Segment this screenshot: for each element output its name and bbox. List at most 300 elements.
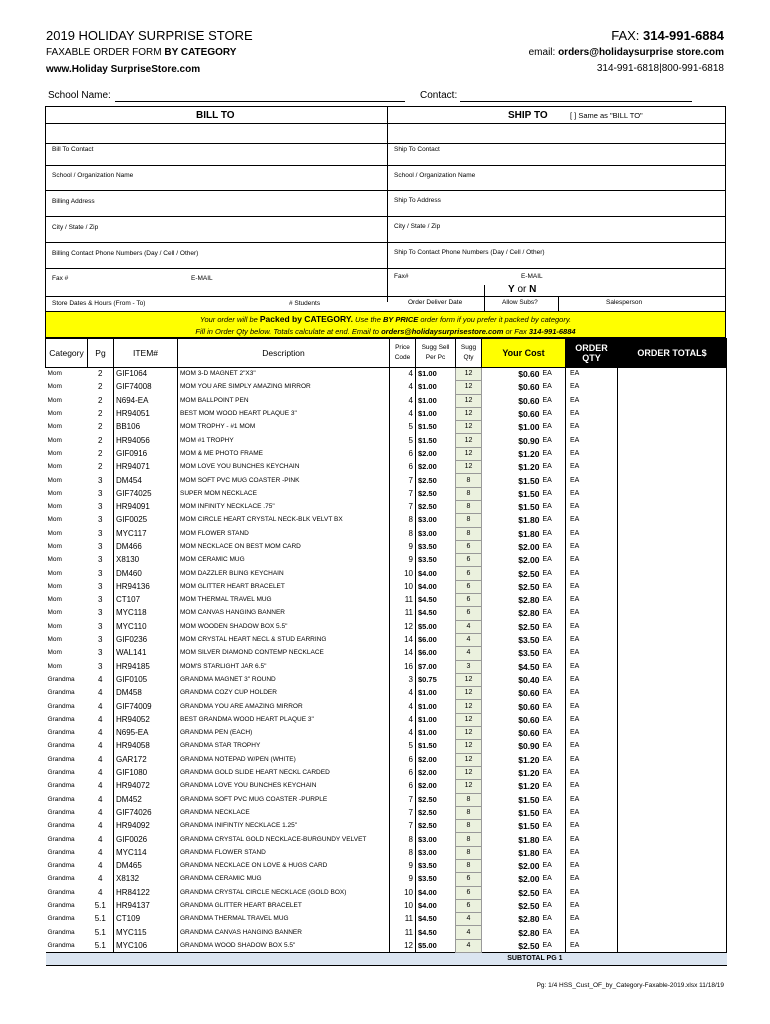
price-code-cell: 8 [408,528,413,538]
sugg-qty-cell: 6 [456,886,482,899]
order-qty-cell[interactable]: EA [566,700,618,713]
table-row [46,753,727,766]
price-code-cell: 7 [408,807,413,817]
sugg-sell-cell: $7.00 [416,660,456,673]
page-cell: 5.1 [94,940,106,950]
description-cell: GRANDMA COZY CUP HOLDER [178,687,390,700]
email-label: email: [528,47,559,58]
category-cell: Grandma [47,689,75,697]
notice-text: or Fax [503,327,529,336]
order-total-cell [618,687,727,700]
sugg-sell-cell: $3.00 [416,833,456,846]
salesperson-label[interactable]: Salesperson [606,299,643,306]
description-cell: GRANDMA WOOD SHADOW BOX 5.5" [178,939,390,952]
your-cost-cell: $1.50 [518,488,540,499]
sugg-sell-cell: $3.00 [416,527,456,540]
sugg-qty-cell: 12 [456,700,482,713]
description-cell: MOM CANVAS HANGING BANNER [178,607,390,620]
order-qty-cell[interactable]: EA [566,687,618,700]
order-qty-cell[interactable]: EA [566,487,618,500]
contact-field[interactable] [460,101,692,102]
page-cell: 4 [98,728,103,738]
sugg-sell-cell: $1.00 [416,700,456,713]
price-code-cell: 11 [404,595,413,605]
email-address[interactable]: orders@holidaysurprise store.com [558,47,724,58]
ship-email-field-label[interactable]: E-MAIL [521,273,543,280]
your-cost-cell: $1.50 [518,794,540,805]
order-qty-cell[interactable]: EA [566,567,618,580]
notice-text: Your order will be [199,315,260,324]
order-qty-cell[interactable]: EA [566,607,618,620]
category-cell: Grandma [47,729,75,737]
order-qty-cell[interactable]: EA [566,540,618,553]
page-cell: 4 [98,834,103,844]
sugg-qty-cell: 12 [456,447,482,460]
unit-cell: EA [542,822,552,830]
ship-city-label[interactable]: City / State / Zip [394,223,441,230]
order-qty-cell[interactable]: EA [566,368,618,381]
your-cost-cell: $3.50 [518,648,540,659]
page-cell: 2 [98,409,103,419]
sugg-sell-cell: $4.50 [416,607,456,620]
sugg-sell-cell: $1.00 [416,381,456,394]
bill-school-label[interactable]: School / Organization Name [52,172,134,179]
ship-phone-label[interactable]: Ship To Contact Phone Numbers (Day / Cell / Other) [394,249,545,256]
order-qty-cell[interactable]: EA [566,713,618,726]
item-number-cell: GIF1080 [114,766,178,779]
item-number-cell: HR94092 [114,820,178,833]
page-cell: 4 [98,807,103,817]
your-cost-cell: $0.60 [518,688,540,699]
category-cell: Grandma [47,782,75,790]
description-cell: MOM 3-D MAGNET 2"X3" [178,368,390,381]
sugg-qty-cell: 12 [456,407,482,420]
price-code-cell: 11 [404,914,413,924]
order-total-cell [618,447,727,460]
your-cost-cell: $2.80 [518,914,540,925]
unit-cell: EA [542,370,552,378]
table-row [46,461,727,474]
order-qty-cell[interactable]: EA [566,620,618,633]
price-code-cell: 5 [408,435,413,445]
category-cell: Grandma [47,941,75,949]
order-total-cell [618,394,727,407]
order-total-cell [618,580,727,593]
table-header-row [46,339,727,368]
order-qty-cell[interactable]: EA [566,381,618,394]
order-qty-cell[interactable]: EA [566,394,618,407]
category-cell: Grandma [47,755,75,763]
page-cell: 4 [98,794,103,804]
sugg-sell-cell: $3.50 [416,540,456,553]
your-cost-cell: $2.50 [518,621,540,632]
item-number-cell: GIF74025 [114,487,178,500]
order-qty-cell[interactable]: EA [566,899,618,912]
order-qty-cell[interactable]: EA [566,461,618,474]
page-cell: 3 [98,475,103,485]
order-qty-cell[interactable]: EA [566,500,618,513]
item-number-cell: DM466 [114,540,178,553]
ship-school-label[interactable]: School / Organization Name [394,172,476,179]
store-dates-label[interactable]: Store Dates & Hours (From - To) [52,300,146,307]
table-row [46,554,727,567]
page-cell: 2 [98,422,103,432]
sugg-qty-cell: 3 [456,660,482,673]
category-cell: Mom [47,410,62,418]
your-cost-cell: $0.90 [518,741,540,752]
sugg-sell-line-2: Per Pc [425,354,446,361]
table-row [46,514,727,527]
order-qty-cell[interactable]: EA [566,421,618,434]
table-row [46,687,727,700]
description-cell: BEST MOM WOOD HEART PLAQUE 3" [178,407,390,420]
sugg-qty-cell: 12 [456,434,482,447]
category-cell: Mom [47,463,62,471]
sugg-sell-cell: $1.00 [416,407,456,420]
unit-cell: EA [542,543,552,550]
bill-to-heading: BILL TO [196,110,235,121]
category-cell: Grandma [47,848,75,856]
fax-line [611,28,724,43]
description-cell: GRANDMA FLOWER STAND [178,846,390,859]
page-cell: 4 [98,688,103,698]
unit-cell: EA [542,449,552,457]
page-cell: 3 [98,661,103,671]
your-cost-cell: $1.50 [518,475,540,486]
sugg-qty-cell: 6 [456,873,482,886]
unit-cell: EA [542,769,552,777]
item-number-cell: HR84122 [114,886,178,899]
sugg-qty-cell: 12 [456,461,482,474]
order-qty-cell[interactable]: EA [566,846,618,859]
order-qty-line-1: ORDER [575,343,608,353]
table-row [46,740,727,753]
page-cell: 3 [98,621,103,631]
page-cell: 4 [98,741,103,751]
item-number-cell: X8130 [114,554,178,567]
order-qty-cell[interactable]: EA [566,820,618,833]
description-cell: GRANDMA GOLD SLIDE HEART NECKL CARDED [178,766,390,779]
yes-option[interactable]: Y [508,284,515,295]
sugg-qty-cell: 12 [456,780,482,793]
category-cell: Mom [47,423,62,431]
ship-fax-field-label[interactable]: Fax# [394,273,409,280]
table-row [46,806,727,819]
order-total-cell [618,620,727,633]
website[interactable]: www.Holiday SurpriseStore.com [46,64,201,75]
billing-address-label[interactable]: Billing Address [52,198,95,205]
sugg-qty-cell: 12 [456,421,482,434]
allow-subs-yes-no[interactable] [508,284,536,295]
order-qty-cell[interactable]: EA [566,647,618,660]
order-qty-cell[interactable]: EA [566,474,618,487]
price-code-cell: 7 [408,488,413,498]
order-qty-cell[interactable]: EA [566,447,618,460]
unit-cell: EA [542,649,552,657]
category-cell: Grandma [47,915,75,923]
your-cost-cell: $0.40 [518,674,540,685]
sugg-sell-cell: $6.00 [416,633,456,646]
no-option[interactable]: N [529,284,537,295]
item-header: ITEM# [114,339,178,368]
category-cell: Mom [47,622,62,630]
price-code-cell: 9 [408,555,413,565]
item-number-cell: MYC106 [114,939,178,952]
order-qty-cell[interactable]: EA [566,780,618,793]
order-qty-cell[interactable]: EA [566,594,618,607]
page-cell: 3 [98,488,103,498]
pg-header: Pg [88,339,114,368]
description-cell: GRANDMA CANVAS HANGING BANNER [178,926,390,939]
item-number-cell: CT107 [114,594,178,607]
description-cell: GRANDMA MAGNET 3" ROUND [178,673,390,686]
order-total-cell [618,859,727,872]
your-cost-cell: $1.80 [518,515,540,526]
description-cell: MOM THERMAL TRAVEL MUG [178,594,390,607]
sugg-qty-cell: 8 [456,474,482,487]
sugg-sell-cell: $2.50 [416,793,456,806]
category-header: Category [46,339,88,368]
price-code-cell: 7 [408,475,413,485]
order-qty-cell[interactable]: EA [566,554,618,567]
bill-city-label[interactable]: City / State / Zip [52,224,99,231]
item-number-cell: GIF74008 [114,381,178,394]
sugg-sell-cell: $4.00 [416,580,456,593]
item-number-cell: GIF0236 [114,633,178,646]
order-qty-cell[interactable]: EA [566,673,618,686]
table-row [46,647,727,660]
table-row [46,820,727,833]
your-cost-cell: $2.00 [518,874,540,885]
sugg-qty-cell: 12 [456,673,482,686]
table-row [46,833,727,846]
order-qty-cell[interactable]: EA [566,926,618,939]
description-cell: MOM WOODEN SHADOW BOX 5.5" [178,620,390,633]
item-number-cell: HR94136 [114,580,178,593]
notice-text: Use the [352,315,383,324]
category-cell: Grandma [47,875,75,883]
order-qty-cell[interactable]: EA [566,859,618,872]
order-qty-cell[interactable]: EA [566,633,618,646]
same-as-bill-checkbox[interactable]: [ ] Same as "BILL TO" [570,111,643,120]
unit-cell: EA [542,848,552,856]
unit-cell: EA [542,715,552,723]
price-code-cell: 4 [408,382,413,392]
item-number-cell: HR94058 [114,740,178,753]
order-qty-header [566,339,618,368]
page-cell: 3 [98,635,103,645]
item-number-cell: MYC115 [114,926,178,939]
table-row [46,780,727,793]
order-qty-cell[interactable]: EA [566,580,618,593]
order-qty-cell[interactable]: EA [566,913,618,926]
item-number-cell: WAL141 [114,647,178,660]
description-cell: MOM NECKLACE ON BEST MOM CARD [178,540,390,553]
sugg-qty-cell: 8 [456,514,482,527]
email-field-label[interactable]: E-MAIL [191,275,213,282]
sugg-qty-cell: 12 [456,394,482,407]
order-qty-cell[interactable]: EA [566,886,618,899]
item-number-cell: HR94137 [114,899,178,912]
page-cell: 4 [98,701,103,711]
bill-to-contact-label[interactable]: Bill To Contact [52,146,94,153]
category-cell: Mom [47,370,62,378]
item-number-cell: HR94185 [114,660,178,673]
order-qty-cell[interactable]: EA [566,939,618,952]
category-cell: Mom [47,556,62,564]
item-number-cell: GIF0025 [114,514,178,527]
order-qty-cell[interactable]: EA [566,660,618,673]
item-number-cell: GIF74009 [114,700,178,713]
price-code-cell: 8 [408,834,413,844]
page-cell: 4 [98,754,103,764]
page-cell: 5.1 [94,927,106,937]
sugg-sell-cell: $2.00 [416,766,456,779]
order-qty-cell[interactable]: EA [566,806,618,819]
item-number-cell: HR94051 [114,407,178,420]
table-row [46,540,727,553]
sugg-sell-cell: $2.50 [416,820,456,833]
unit-cell: EA [542,396,552,404]
item-number-cell: GIF1064 [114,368,178,381]
sugg-qty-cell: 12 [456,766,482,779]
category-cell: Mom [47,662,62,670]
page-cell: 5.1 [94,901,106,911]
price-code-cell: 11 [404,927,413,937]
description-cell: SUPER MOM NECKLACE [178,487,390,500]
your-cost-header: Your Cost [482,339,566,368]
category-cell: Mom [47,582,62,590]
description-cell: MOM BALLPOINT PEN [178,394,390,407]
sugg-qty-cell: 8 [456,846,482,859]
sugg-sell-cell: $2.50 [416,474,456,487]
sugg-sell-cell: $2.50 [416,487,456,500]
unit-cell: EA [542,941,552,949]
contact-label: Contact: [420,90,458,101]
table-row [46,713,727,726]
price-code-cell: 4 [408,728,413,738]
unit-cell: EA [542,622,552,630]
order-total-cell [618,540,727,553]
sugg-qty-cell: 8 [456,527,482,540]
order-qty-cell[interactable]: EA [566,407,618,420]
description-cell: GRANDMA CRYSTAL GOLD NECKLACE-BURGUNDY VELVET [178,833,390,846]
category-cell: Grandma [47,675,75,683]
order-qty-cell[interactable]: EA [566,434,618,447]
sugg-qty-cell: 4 [456,926,482,939]
description-cell: GRANDMA CRYSTAL CIRCLE NECKLACE (GOLD BOX) [178,886,390,899]
category-cell: Grandma [47,715,75,723]
category-cell: Mom [47,383,62,391]
unit-cell: EA [542,489,552,497]
sugg-qty-cell: 12 [456,727,482,740]
item-number-cell: DM465 [114,859,178,872]
item-number-cell: DM452 [114,793,178,806]
order-qty-cell[interactable]: EA [566,833,618,846]
category-cell: Grandma [47,702,75,710]
unit-cell: EA [542,410,552,418]
description-cell: MOM'S STARLIGHT JAR 6.5" [178,660,390,673]
category-cell: Mom [47,529,62,537]
description-cell: GRANDMA NECKLACE [178,806,390,819]
fax-field-label[interactable]: Fax # [52,275,69,282]
order-qty-cell[interactable]: EA [566,514,618,527]
order-total-cell [618,753,727,766]
page-cell: 4 [98,781,103,791]
table-row [46,368,727,381]
unit-cell: EA [542,689,552,697]
order-total-cell [618,514,727,527]
order-qty-cell[interactable]: EA [566,873,618,886]
price-code-cell: 14 [404,635,413,645]
ship-to-contact-label[interactable]: Ship To Contact [394,146,440,153]
order-qty-cell[interactable]: EA [566,727,618,740]
order-total-cell [618,713,727,726]
your-cost-cell: $2.80 [518,608,540,619]
table-row [46,886,727,899]
order-qty-cell[interactable]: EA [566,753,618,766]
category-cell: Mom [47,649,62,657]
ship-address-label[interactable]: Ship To Address [394,197,441,204]
order-qty-cell[interactable]: EA [566,527,618,540]
unit-cell: EA [542,782,552,790]
order-total-cell [618,926,727,939]
page-cell: 4 [98,861,103,871]
school-name-field[interactable] [115,101,405,102]
unit-cell: EA [542,795,552,803]
item-number-cell: X8132 [114,873,178,886]
category-cell: Mom [47,609,62,617]
order-qty-cell[interactable]: EA [566,740,618,753]
sugg-qty-cell: 6 [456,580,482,593]
order-total-cell [618,727,727,740]
sugg-qty-cell: 12 [456,368,482,381]
table-row [46,434,727,447]
price-code-cell: 4 [408,369,413,379]
table-row [46,500,727,513]
unit-cell: EA [542,636,552,644]
your-cost-cell: $2.00 [518,861,540,872]
order-qty-cell[interactable]: EA [566,793,618,806]
description-cell: MOM CERAMIC MUG [178,554,390,567]
order-total-cell [618,740,727,753]
your-cost-cell: $3.50 [518,635,540,646]
order-deliver-date-label[interactable]: Order Deliver Date [408,299,463,306]
table-row [46,727,727,740]
order-items-table [45,338,727,966]
sugg-sell-cell: $2.00 [416,461,456,474]
order-total-cell [618,793,727,806]
table-row [46,873,727,886]
page-cell: 2 [98,395,103,405]
order-items-body [46,368,727,966]
notice-email[interactable]: orders@holidaysurprisestore.com [381,327,504,336]
bill-phone-label[interactable]: Billing Contact Phone Numbers (Day / Cell / Other) [52,250,199,257]
order-qty-cell[interactable]: EA [566,766,618,779]
form-divider [558,296,559,312]
price-code-line-1: Price [395,344,410,351]
page-cell: 3 [98,608,103,618]
price-code-line-2: Code [394,354,411,361]
page-cell: 5.1 [94,914,106,924]
sugg-sell-cell: $5.00 [416,939,456,952]
form-divider [387,107,388,302]
table-row [46,939,727,952]
order-total-cell [618,833,727,846]
page-cell: 3 [98,515,103,525]
price-code-cell: 14 [404,648,413,658]
students-label[interactable]: # Students [289,300,321,307]
